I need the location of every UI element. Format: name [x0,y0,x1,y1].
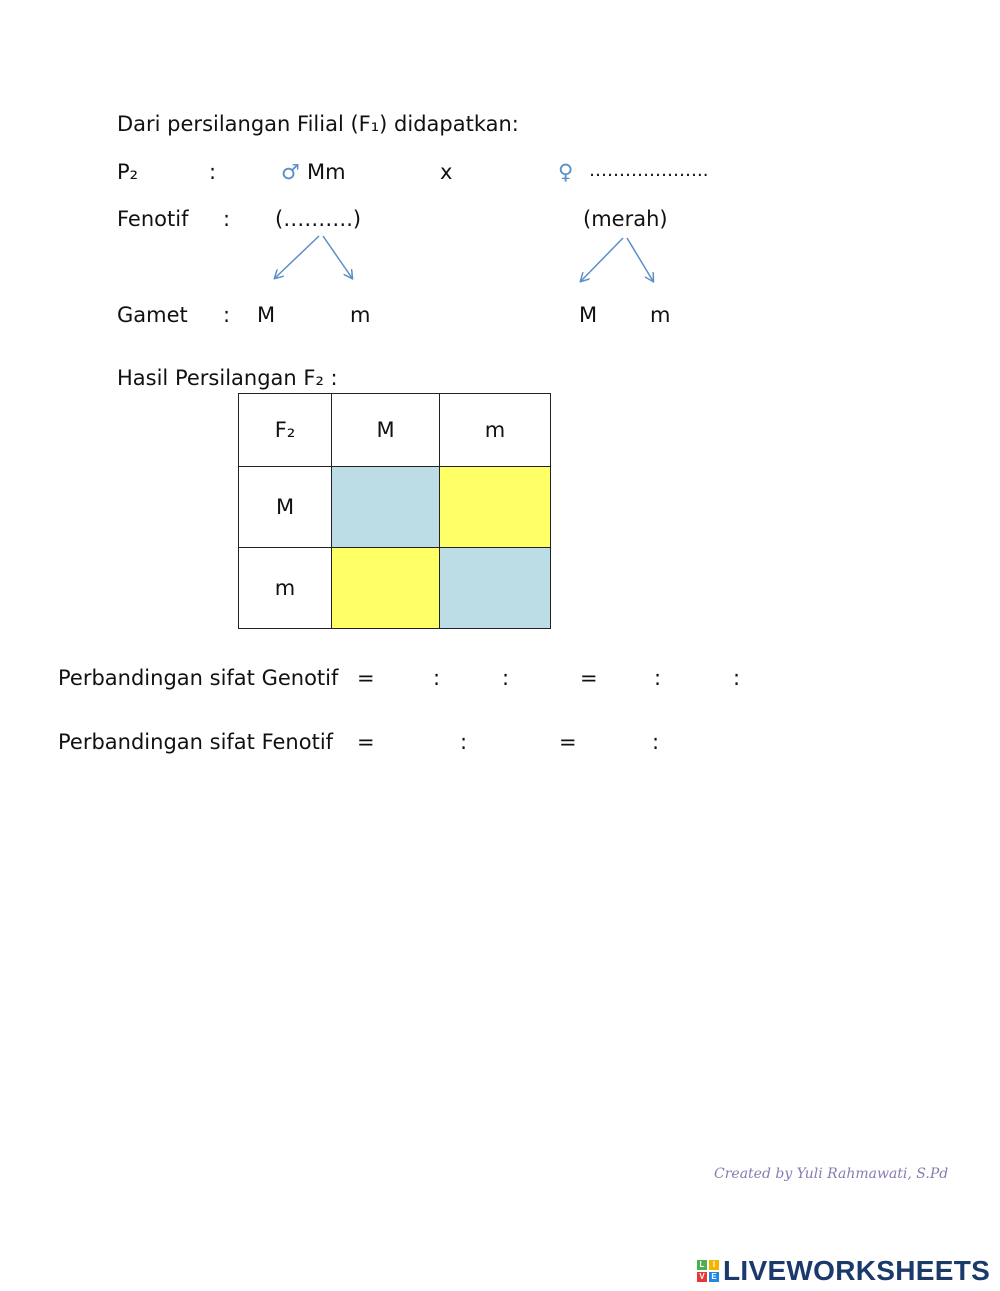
genotif-input-5[interactable] [672,664,731,692]
brand-logo-icon: L I V E [697,1260,719,1282]
fenotif-ratio-sep-1: = [357,730,375,754]
genotif-sep-4: = [580,666,598,690]
fenotif-right: (merah) [583,207,668,231]
arrow-left-1 [275,236,319,278]
gamete-left-1: M [257,303,276,327]
punnett-cell-2-2[interactable] [440,548,551,629]
fenotif-ratio-sep-3: = [559,730,577,754]
punnett-cell-1-1[interactable] [332,467,440,548]
arrow-left-2 [323,236,352,278]
genotif-sep-1: = [357,666,375,690]
fenotif-ratio-input-2[interactable] [478,728,554,756]
fenotif-ratio-label: Perbandingan sifat Fenotif [58,730,334,754]
fenotif-ratio-sep-2: : [460,730,468,754]
genotif-input-2[interactable] [450,664,500,692]
genotif-input-4[interactable] [600,664,652,692]
fenotif-colon: : [223,207,231,231]
gamet-label: Gamet [117,303,188,327]
liveworksheets-logo [697,1256,990,1286]
intro-text: Dari persilangan Filial (F₁) didapatkan: [117,112,519,136]
gamet-colon: : [223,303,231,327]
punnett-square [238,393,551,629]
punnett-cell-2-1[interactable] [332,548,440,629]
genotif-sep-5: : [654,666,662,690]
gamete-left-2: m [350,303,371,327]
genotif-input-1[interactable] [380,664,430,692]
gamete-right-2: m [650,303,671,327]
punnett-row-header-1: M [239,467,332,548]
punnett-row-header-2: m [239,548,332,629]
female-genotype-blank: ……………….. [589,160,709,181]
genotif-input-3[interactable] [520,664,576,692]
credit-text: Created by Yuli Rahmawati, S.Pd [714,1166,949,1182]
fenotif-ratio-input-1[interactable] [380,728,456,756]
male-genotype: Mm [307,160,346,184]
genotif-sep-3: : [502,666,510,690]
punnett-col-header-2: m [440,394,551,467]
genotif-sep-2: : [433,666,441,690]
p2-label: P₂ [117,160,139,184]
hasil-label: Hasil Persilangan F₂ : [117,366,338,390]
male-symbol-icon: ♂ [281,160,300,184]
genotif-label: Perbandingan sifat Genotif [58,666,339,690]
fenotif-ratio-input-3[interactable] [580,728,648,756]
genotif-sep-6: : [733,666,741,690]
gamete-right-1: M [579,303,598,327]
arrow-right-1 [581,238,623,281]
punnett-col-header-1: M [332,394,440,467]
fenotif-ratio-input-4[interactable] [672,728,746,756]
arrow-right-2 [627,238,653,281]
brand-name: LIVEWORKSHEETS [723,1255,991,1286]
punnett-corner: F₂ [239,394,332,467]
punnett-cell-1-2[interactable] [440,467,551,548]
fenotif-left-blank: (……….) [275,207,362,231]
fenotif-label: Fenotif [117,207,189,231]
p2-colon: : [209,160,217,184]
fenotif-ratio-sep-4: : [652,730,660,754]
cross-symbol: x [440,160,453,184]
genotif-input-6[interactable] [752,664,811,692]
female-symbol-icon: ♀ [558,160,574,184]
